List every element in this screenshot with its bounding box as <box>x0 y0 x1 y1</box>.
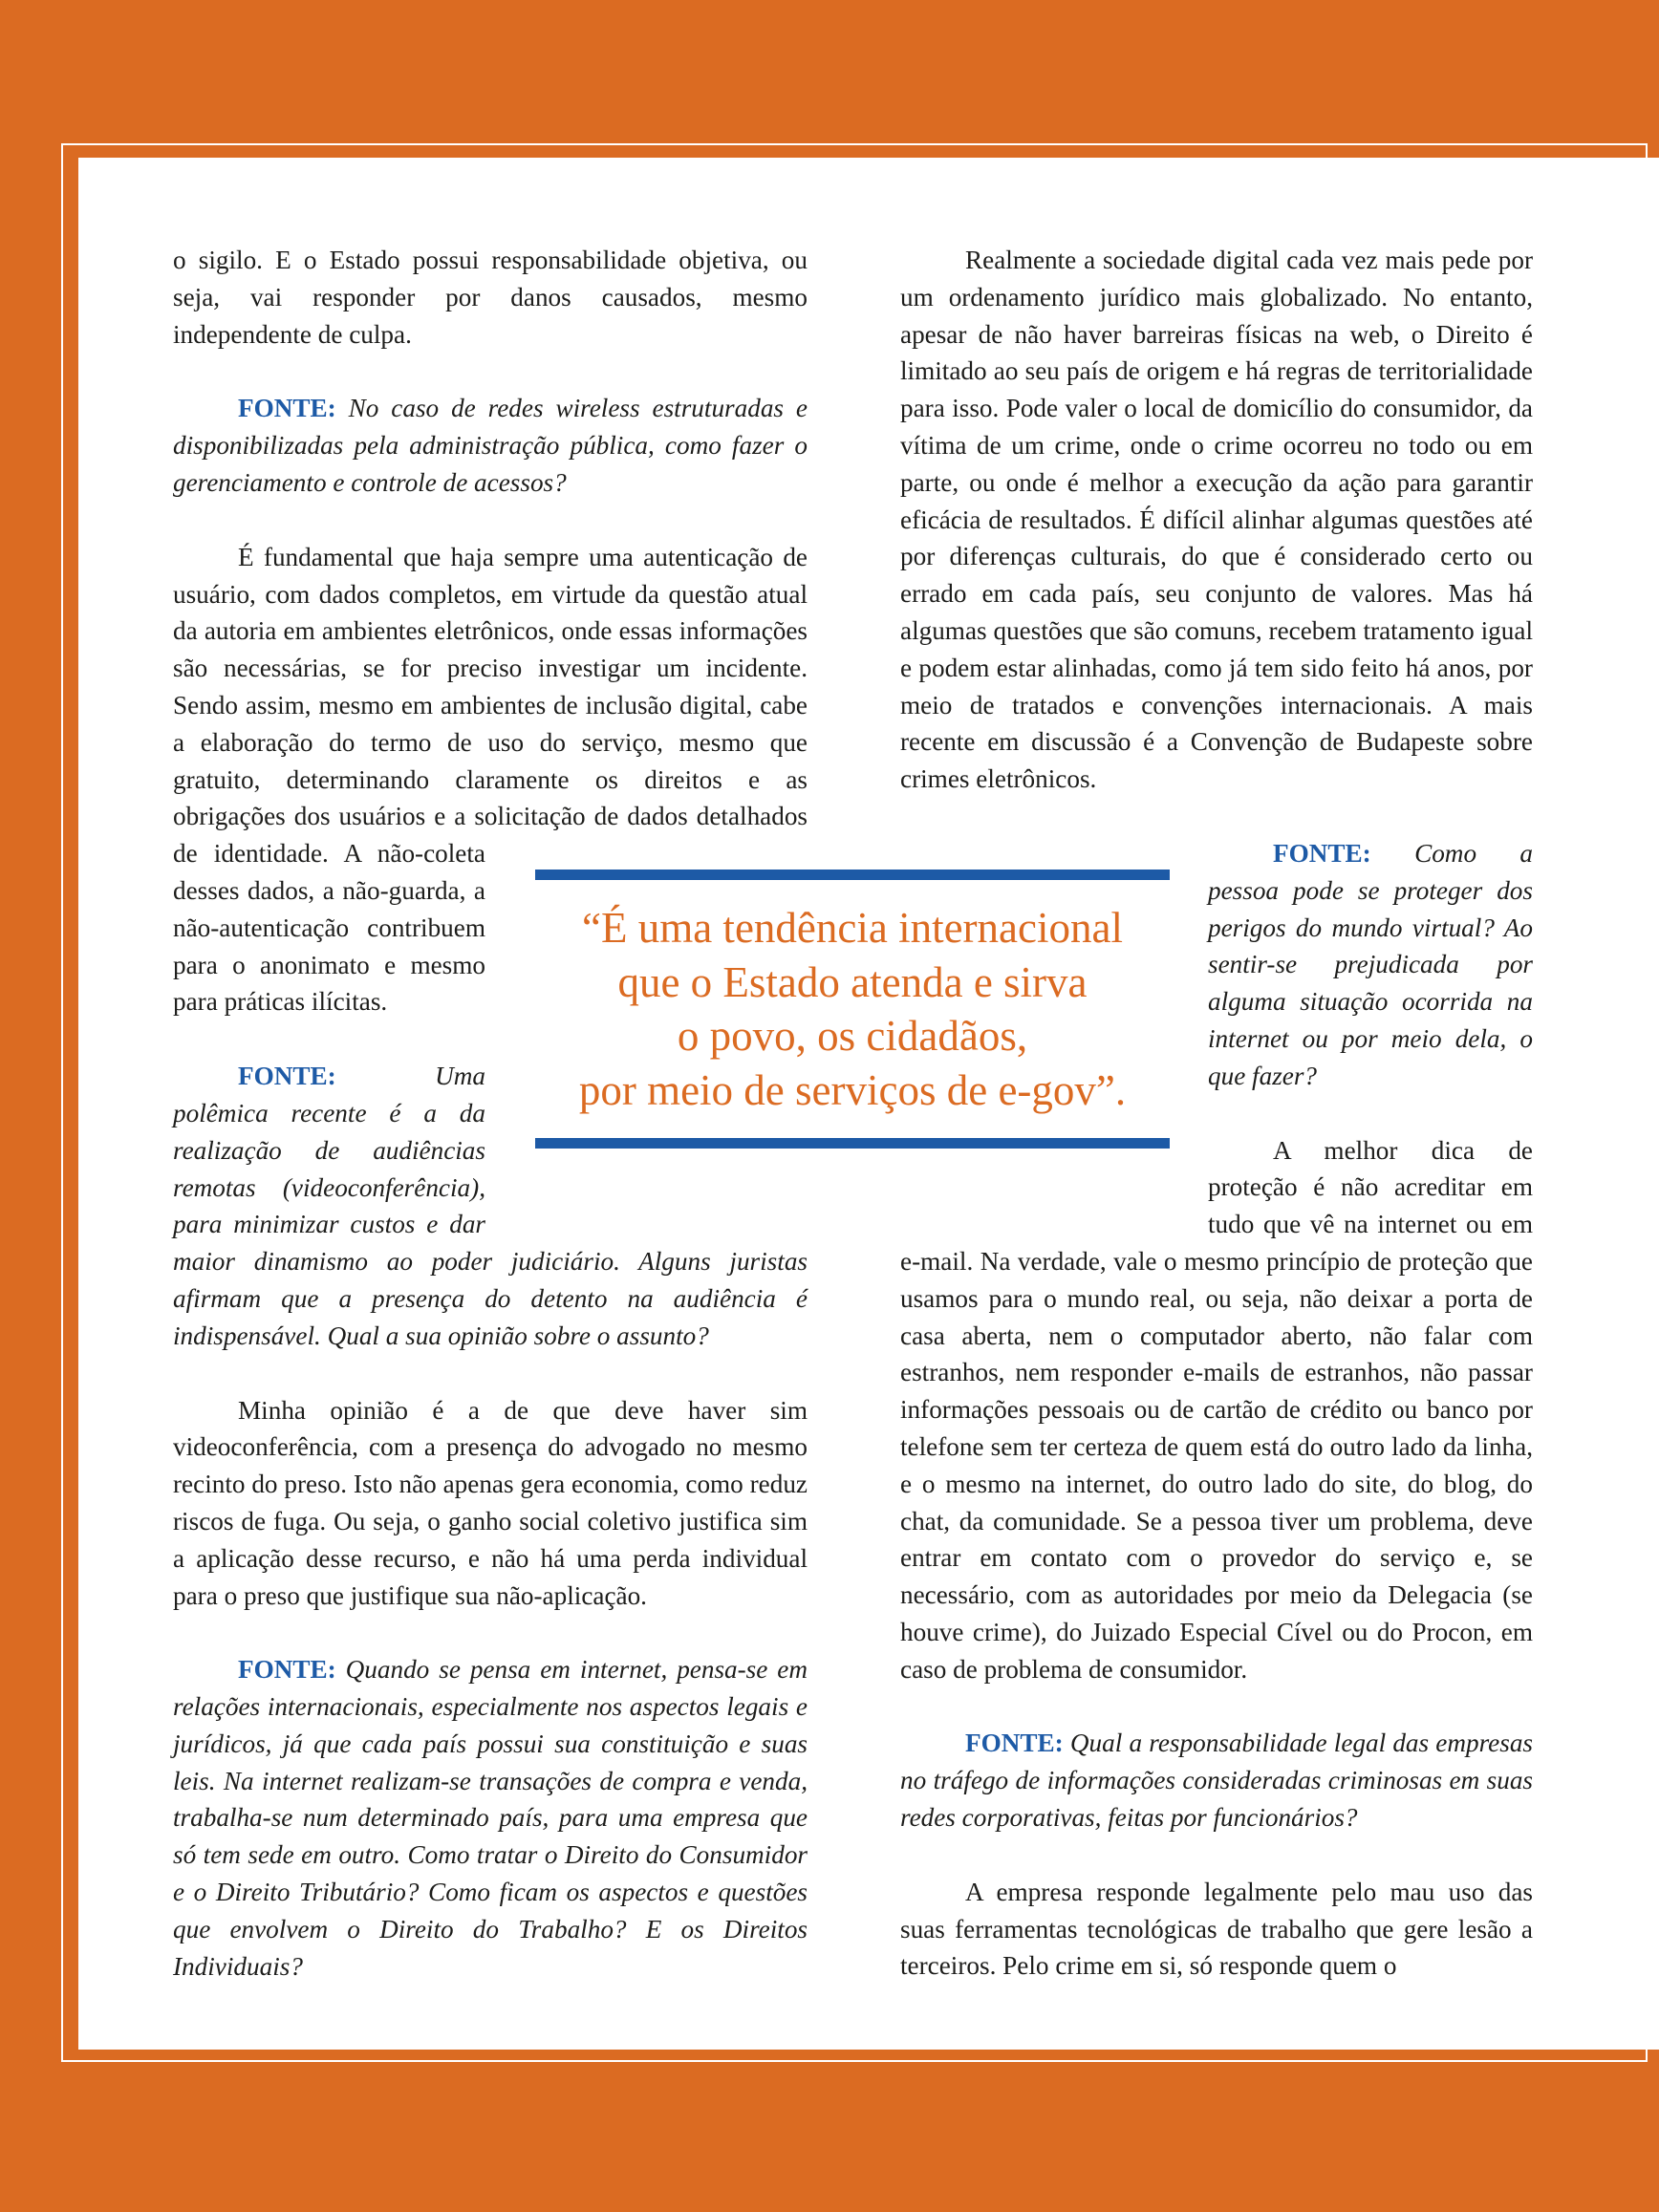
fonte-label: FONTE: <box>965 1729 1064 1758</box>
pull-quote-line: o povo, os cidadãos, <box>677 1012 1028 1060</box>
pull-quote-text <box>579 901 1126 1117</box>
question-text: Uma polêmica recente é a da realização de audiências remotas (videoconferência), para minimizar custos e dar maior dinamismo ao poder judiciário. Alguns juristas afirmam que a presença do detento na audiência é indispensável. Qual a sua opinião sobre o assunto? <box>173 1062 808 1350</box>
paragraph: A melhor dica de proteção é não acreditar em tudo que vê na internet ou em e-mail. Na verdade, vale o mesmo princípio de proteção que usamos para o mundo real, ou seja, não deixar a porta de casa aberta, nem o computador aberto, não falar com estranhos, nem responder e-mails de estranhos, não passar informações pessoais ou de cartão de crédito ou banco por telefone sem ter certeza de quem está do outro lado da linha, e o mesmo na internet, do outro lado do site, do blog, do chat, da comunidade. Se a pessoa tiver um problema, deve entrar em contato com o provedor do serviço e, se necessário, com as autoridades por meio da Delegacia (se houve crime), do Juizado Especial Cível ou do Procon, em caso de problema de consumidor. <box>900 1135 1533 1684</box>
fonte-label: FONTE: <box>238 1655 336 1685</box>
question-text: Quando se pensa em internet, pensa-se em relações internacionais, especialmente nos aspectos legais e jurídicos, já que cada país possui sua constituição e suas leis. Na internet realizam-se transações de compra e venda, trabalha-se num determinado país, para uma empresa que só tem sede em outro. Como tratar o Direito do Consumidor e o Direito Tributário? Como ficam os aspectos e questões que envolvem o Direito do Trabalho? E os Direitos Individuais? <box>173 1655 808 1981</box>
paragraph: o sigilo. E o Estado possui responsabilidade objetiva, ou seja, vai responder por danos causados, mesmo independente de culpa. <box>173 246 808 349</box>
question-paragraph <box>173 1651 808 1985</box>
paragraph: É fundamental que haja sempre uma autenticação de usuário, com dados completos, em virtude da questão atual da autoria em ambientes eletrônicos, onde essas informações são necessárias, se for preciso investigar um incidente. Sendo assim, mesmo em ambientes de inclusão digital, cabe a elaboração do termo de uso do serviço, mesmo que gratuito, determinando claramente os direitos e as obrigações dos usuários e a solicitação de dados detalhados de identidade. A não-coleta desses dados, a não-guarda, a não-autenticação contribuem para o anonimato e mesmo para práticas ilícitas. <box>173 542 808 1017</box>
pull-quote-line: por meio de serviços de e-gov”. <box>578 1065 1127 1114</box>
question-paragraph <box>900 1725 1533 1836</box>
fonte-label: FONTE: <box>238 1062 336 1091</box>
paragraph: A empresa responde legalmente pelo mau uso das suas ferramentas tecnológicas de trabalho que gere lesão a terceiros. Pelo crime em si, só responde quem o <box>900 1877 1533 1981</box>
fonte-label: FONTE: <box>238 394 336 423</box>
question-text: No caso de redes wireless estruturadas e disponibilizadas pela administração pública, como fazer o gerenciamento e controle de acessos? <box>173 394 808 497</box>
paragraph: Realmente a sociedade digital cada vez mais pede por um ordenamento jurídico mais globalizado. No entanto, apesar de não haver barreiras físicas na web, o Direito é limitado ao seu país de origem e há regras de territorialidade para isso. Pode valer o local de domicílio do consumidor, da vítima de um crime, onde o crime ocorreu no todo ou em parte, ou onde é melhor a execução da ação para garantir eficácia de resultados. É difícil alinhar algumas questões até por diferenças culturais, do que é considerado certo ou errado em cada país, seu conjunto de valores. Mas há algumas questões que são comuns, recebem tratamento igual e podem estar alinhadas, como já tem sido feito há anos, por meio de tratados e convenções internacionais. A mais recente em discussão é a Convenção de Budapeste sobre crimes eletrônicos. <box>900 246 1533 794</box>
pull-quote <box>535 870 1170 1149</box>
fonte-label: FONTE: <box>1273 838 1371 868</box>
pull-quote-line: que o Estado atenda e sirva <box>617 957 1088 1006</box>
paragraph: Minha opinião é a de que deve haver sim videoconferência, com a presença do advogado no mesmo recinto do preso. Isto não apenas gera economia, como reduz riscos de fuga. Ou seja, o ganho social coletivo justifica sim a aplicação desse recurso, e não há uma perda individual para o preso que justifique sua não-aplicação. <box>173 1395 808 1610</box>
pull-quote-line: “É uma tendência internacional <box>582 904 1123 952</box>
question-paragraph <box>173 390 808 501</box>
question-text: Qual a responsabilidade legal das empresas no tráfego de informações consideradas criminosas em suas redes corporativas, feitas por funcionários? <box>900 1729 1533 1833</box>
question-text: Como a pessoa pode se proteger dos perigos do mundo virtual? Ao sentir-se prejudicada por alguma situação ocorrida na internet ou por meio dela, o que fazer? <box>1208 838 1533 1090</box>
